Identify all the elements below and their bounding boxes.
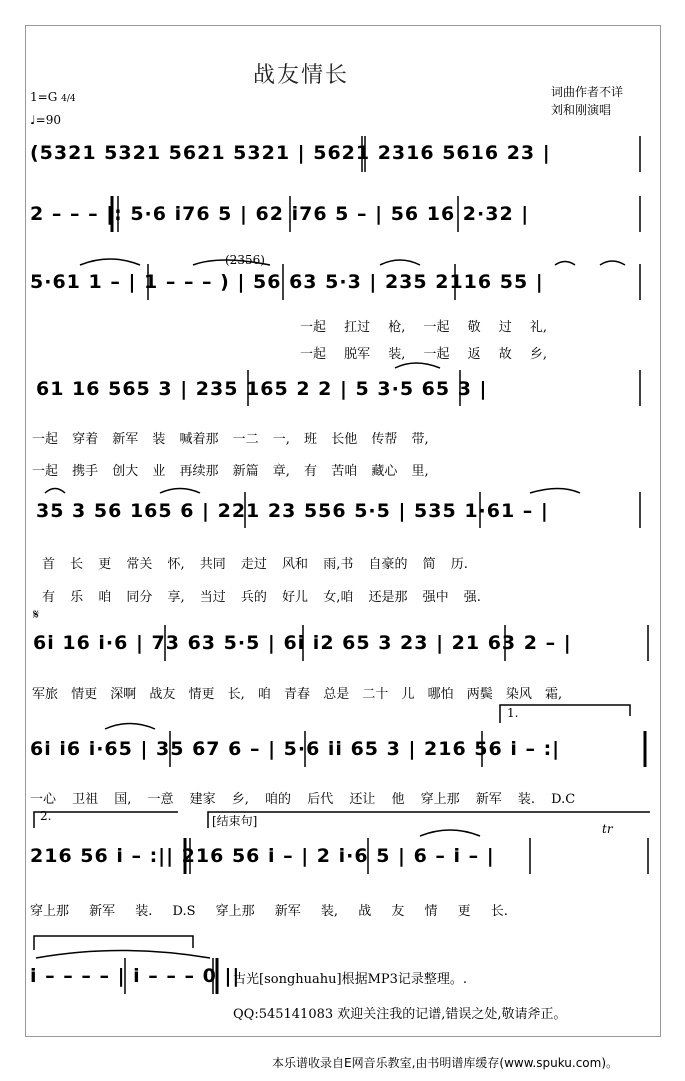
transcriber-note: 古光[songhuahu]根据MP3记录整理。. [233, 972, 468, 987]
notation-row-3: 5·61 1 – | 1 – – – ) | 56 63 5·3 | 235 2116 55 | [30, 271, 544, 293]
lyrics-row-4-verse-2: 一起 携手 创大 业 再续那 新篇 章, 有 苦咱 藏心 里, [32, 464, 429, 479]
volta-1-label: 1. [507, 706, 519, 720]
lyrics-row-4-verse-1: 一起 穿着 新军 装 喊着那 一二 一, 班 长他 传帮 带, [32, 432, 429, 447]
contact-note: QQ:545141083 欢迎关注我的记谱,错误之处,敬请斧正。 [233, 1007, 567, 1022]
notation-row-1: (5321 5321 5621 5321 | 5621 2316 5616 23 | [30, 142, 551, 164]
segno-sign: 𝄋 [33, 607, 40, 623]
lyrics-row-3-verse-1: 一起 扛过 枪, 一起 敬 过 礼, [300, 320, 548, 335]
credit-singer: 刘和刚演唱 [551, 103, 612, 117]
key-signature: 1=G 4/4 [30, 90, 76, 104]
lyrics-row-5-verse-2: 有 乐 咱 同分 享, 当过 兵的 好儿 女,咱 还是那 强中 强. [42, 590, 481, 605]
lyrics-row-6: 军旅 情更 深啊 战友 情更 长, 咱 青春 总是 二十 儿 哪怕 两鬓 染风 霜, [32, 687, 563, 702]
volta-2-label: 2. [40, 809, 52, 823]
notation-row-6: 6i 16 i·6 | 73 63 5·5 | 6i i2 65 3 23 | 21 63 2 – | [33, 632, 572, 654]
tempo-mark: ♩=90 [30, 113, 61, 127]
notation-row-8: 216 56 i – :|| 216 56 i – | 2 i·6 5 | 6 – i – | [30, 845, 495, 867]
lyrics-row-8: 穿上那 新军 装. D.S 穿上那 新军 装, 战 友 情 更 长. [30, 904, 508, 919]
lyrics-row-3-verse-2: 一起 脱军 装, 一起 返 故 乡, [300, 347, 548, 362]
credit-composer: 词曲作者不详 [551, 85, 624, 99]
notation-row-5: 35 3 56 165 6 | 221 23 556 5·5 | 535 1·61 – | [36, 500, 549, 522]
notation-row-9: i – – – – | i – – – 0 || [30, 965, 241, 987]
lyrics-row-5-verse-1: 首 长 更 常关 怀, 共同 走过 风和 雨,书 自豪的 简 历. [42, 557, 468, 572]
grace-notes: (2356) [225, 253, 265, 267]
coda-label: [结束句] [212, 814, 258, 828]
source-line: 本乐谱收录自E网音乐教室,由书明谱库缓存(www.spuku.com)。 [272, 1056, 619, 1070]
page-title: 战友情长 [253, 63, 350, 88]
notation-row-2: 2 – – – |: 5·6 i76 5 | 62 i76 5 – | 56 16 2·32 | [30, 203, 530, 225]
lyrics-row-7: 一心 卫祖 国, 一意 建家 乡, 咱的 后代 还让 他 穿上那 新军 装. D.C [30, 792, 576, 807]
trill-mark: tr [602, 822, 613, 836]
notation-row-4: 61 16 565 3 | 235 165 2 2 | 5 3·5 65 3 | [36, 378, 488, 400]
notation-row-7: 6i i6 i·65 | 35 67 6 – | 5·6 ii 65 3 | 216 56 i – :| [30, 738, 561, 760]
